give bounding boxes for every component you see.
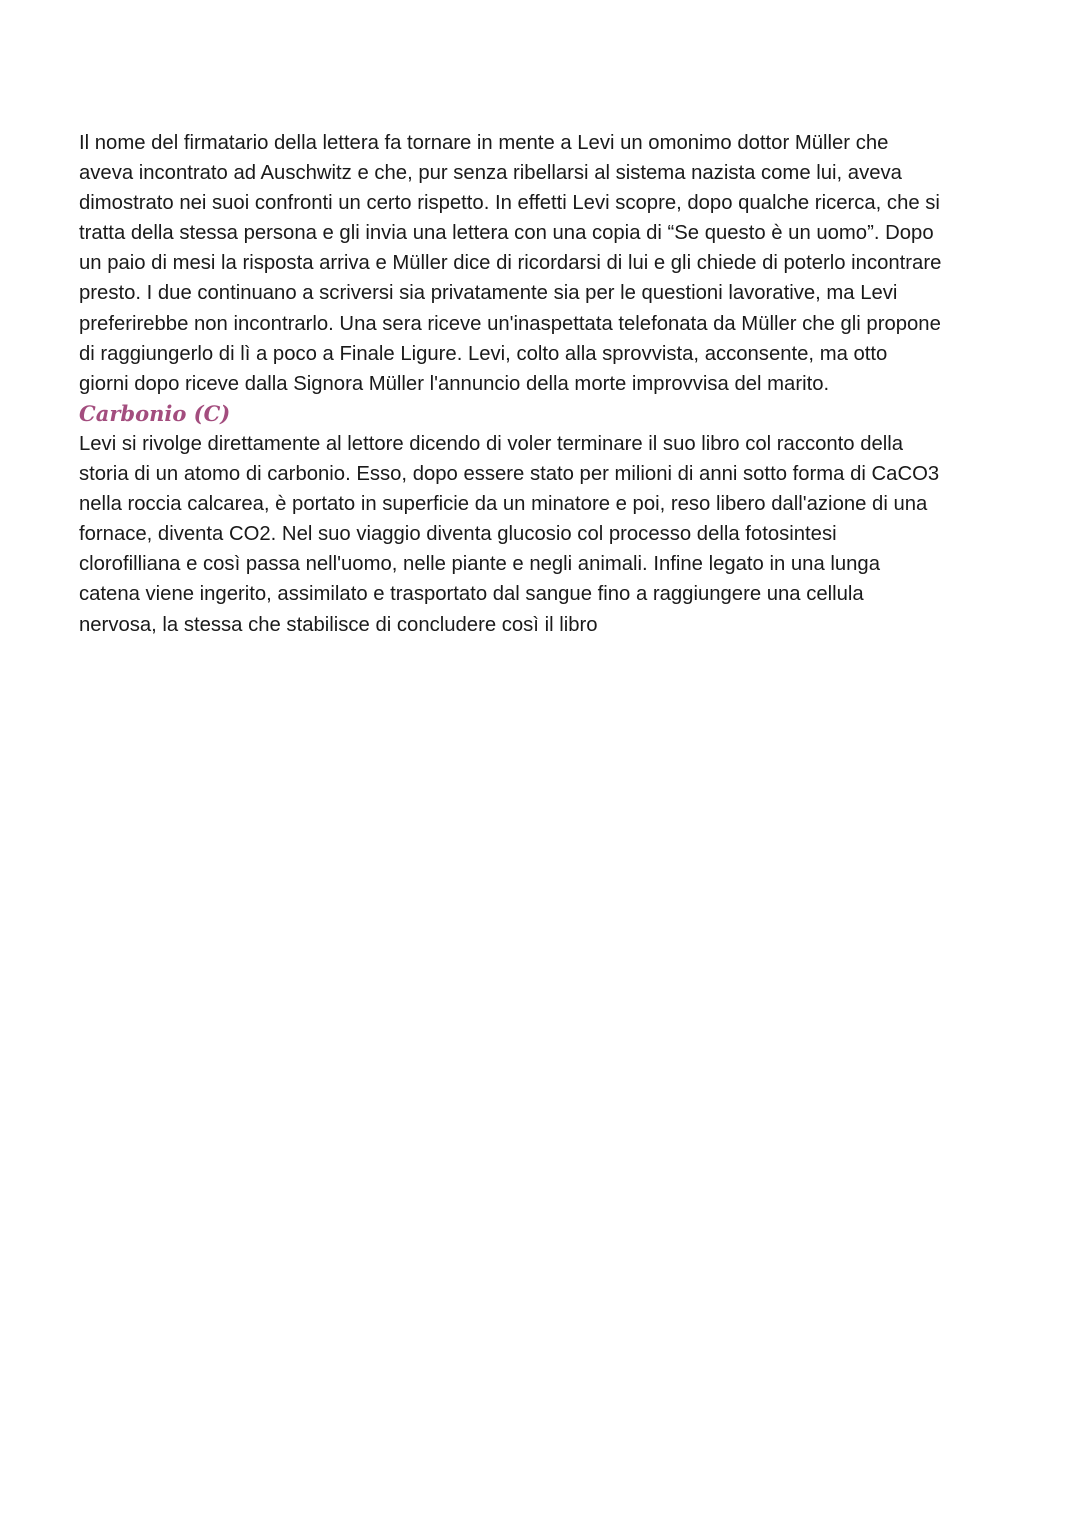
text-line: nella roccia calcarea, è portato in superficie da un minatore e poi, reso libero dall'azione di una	[79, 493, 928, 516]
document-body	[79, 128, 1019, 640]
text-line: nervosa, la stessa che stabilisce di concludere così il libro	[79, 613, 598, 636]
section-heading-carbonio: Carbonio (C)	[79, 400, 231, 426]
paragraph-carbonio	[79, 429, 1019, 640]
text-line: di raggiungerlo di lì a poco a Finale Ligure. Levi, colto alla sprovvista, acconsente, ma otto	[79, 342, 888, 365]
paragraph-muller	[79, 128, 1019, 399]
text-line: giorni dopo riceve dalla Signora Müller l'annuncio della morte improvvisa del marito.	[79, 372, 830, 395]
text-line: aveva incontrato ad Auschwitz e che, pur senza ribellarsi al sistema nazista come lui, aveva	[79, 162, 902, 185]
text-line: tratta della stessa persona e gli invia una lettera con una copia di “Se questo è un uomo”. Dopo	[79, 222, 934, 245]
text-line: Il nome del firmatario della lettera fa tornare in mente a Levi un omonimo dottor Müller che	[79, 132, 889, 154]
text-line: fornace, diventa CO2. Nel suo viaggio diventa glucosio col processo della fotosintesi	[79, 523, 837, 546]
text-line: storia di un atomo di carbonio. Esso, dopo essere stato per milioni di anni sotto forma di CaCO3	[79, 463, 940, 486]
text-line: Levi si rivolge direttamente al lettore dicendo di voler terminare il suo libro col racconto della	[79, 432, 904, 455]
text-line: un paio di mesi la risposta arriva e Müller dice di ricordarsi di lui e gli chiede di poterlo incontrare	[79, 252, 942, 275]
text-line: clorofilliana e così passa nell'uomo, nelle piante e negli animali. Infine legato in una lunga	[79, 553, 880, 576]
text-line: preferirebbe non incontrarlo. Una sera riceve un'inaspettata telefonata da Müller che gli propone	[79, 312, 941, 335]
text-line: presto. I due continuano a scriversi sia privatamente sia per le questioni lavorative, ma Levi	[79, 282, 898, 305]
text-line: dimostrato nei suoi confronti un certo rispetto. In effetti Levi scopre, dopo qualche ricerca, che si	[79, 192, 940, 215]
text-line: catena viene ingerito, assimilato e trasportato dal sangue fino a raggiungere una cellula	[79, 583, 864, 606]
